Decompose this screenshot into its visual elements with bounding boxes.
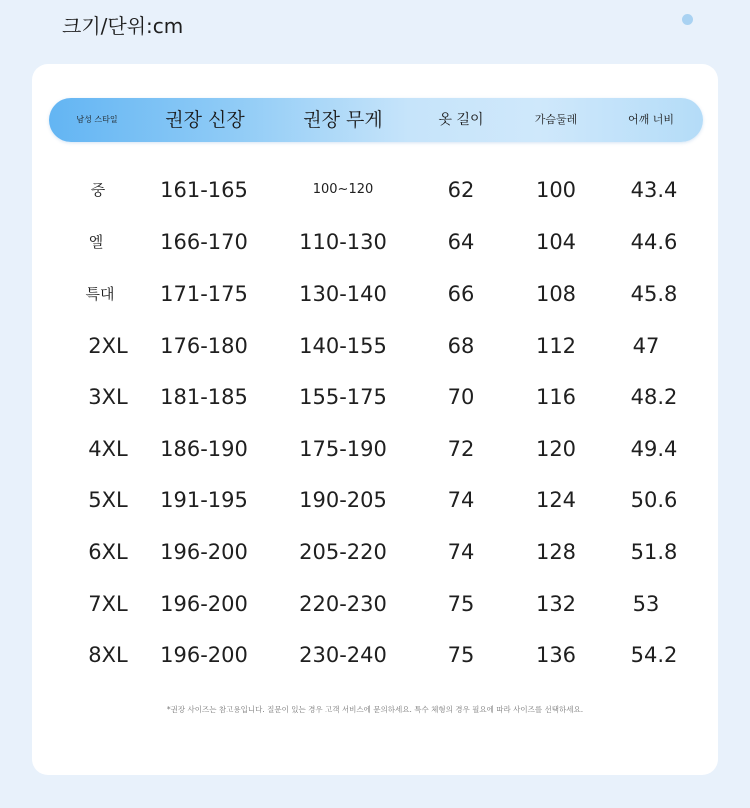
header-height: 권장 신장 (165, 109, 245, 131)
table-row (0, 589, 750, 619)
cell-weight: 100~120 (312, 182, 374, 197)
cell-length: 70 (447, 385, 475, 409)
cell-size: 엘 (88, 233, 104, 251)
cell-weight: 110-130 (299, 230, 387, 254)
cell-shoulder: 51.8 (630, 540, 678, 564)
cell-size: 특대 (85, 285, 115, 303)
table-row (0, 227, 750, 257)
footnote: *권장 사이즈는 참고용입니다. 질문이 있는 경우 고객 서비스에 문의하세요. 특수 체형의 경우 필요에 따라 사이즈를 선택하세요. (166, 705, 584, 714)
cell-shoulder: 53 (632, 592, 660, 616)
cell-shoulder: 49.4 (630, 437, 678, 461)
cell-size: 3XL (88, 385, 128, 409)
cell-length: 62 (447, 178, 475, 202)
decorative-dot (682, 14, 693, 25)
cell-weight: 155-175 (299, 385, 387, 409)
cell-size: 7XL (88, 592, 128, 616)
cell-length: 66 (447, 282, 475, 306)
cell-size: 6XL (88, 540, 128, 564)
cell-chest: 104 (535, 230, 577, 254)
cell-weight: 220-230 (299, 592, 387, 616)
cell-weight: 175-190 (299, 437, 387, 461)
cell-shoulder: 54.2 (630, 643, 678, 667)
cell-weight: 205-220 (299, 540, 387, 564)
cell-length: 75 (447, 592, 475, 616)
cell-height: 196-200 (160, 540, 248, 564)
cell-shoulder: 50.6 (630, 488, 678, 512)
table-row (0, 640, 750, 670)
cell-shoulder: 48.2 (630, 385, 678, 409)
cell-length: 64 (447, 230, 475, 254)
cell-chest: 108 (535, 282, 577, 306)
cell-chest: 136 (535, 643, 577, 667)
header-chest: 가슴둘레 (534, 113, 578, 126)
cell-chest: 132 (535, 592, 577, 616)
cell-size: 중 (90, 181, 106, 199)
cell-size: 2XL (88, 334, 128, 358)
table-row (0, 279, 750, 309)
cell-chest: 120 (535, 437, 577, 461)
table-row (0, 537, 750, 567)
table-row (0, 175, 750, 205)
unit-title: 크기/단위:cm (62, 14, 184, 38)
cell-size: 8XL (88, 643, 128, 667)
header-weight: 권장 무게 (303, 109, 383, 131)
cell-shoulder: 43.4 (630, 178, 678, 202)
cell-height: 166-170 (160, 230, 248, 254)
cell-height: 186-190 (160, 437, 248, 461)
cell-height: 176-180 (160, 334, 248, 358)
cell-length: 68 (447, 334, 475, 358)
header-shoulder: 어깨 너비 (627, 113, 675, 126)
cell-chest: 128 (535, 540, 577, 564)
cell-height: 171-175 (160, 282, 248, 306)
cell-height: 196-200 (160, 643, 248, 667)
cell-height: 161-165 (160, 178, 248, 202)
cell-height: 181-185 (160, 385, 248, 409)
table-row (0, 382, 750, 412)
table-row (0, 331, 750, 361)
cell-chest: 116 (535, 385, 577, 409)
cell-chest: 112 (535, 334, 577, 358)
cell-size: 4XL (88, 437, 128, 461)
cell-length: 72 (447, 437, 475, 461)
cell-size: 5XL (88, 488, 128, 512)
cell-chest: 100 (535, 178, 577, 202)
header-length: 옷 길이 (438, 112, 484, 128)
header-style: 남성 스타일 (76, 115, 118, 124)
table-row (0, 434, 750, 464)
cell-length: 74 (447, 488, 475, 512)
cell-weight: 140-155 (299, 334, 387, 358)
cell-length: 74 (447, 540, 475, 564)
cell-shoulder: 44.6 (630, 230, 678, 254)
table-row (0, 485, 750, 515)
cell-height: 196-200 (160, 592, 248, 616)
cell-weight: 230-240 (299, 643, 387, 667)
cell-chest: 124 (535, 488, 577, 512)
cell-shoulder: 47 (632, 334, 660, 358)
cell-weight: 130-140 (299, 282, 387, 306)
cell-weight: 190-205 (299, 488, 387, 512)
cell-shoulder: 45.8 (630, 282, 678, 306)
cell-height: 191-195 (160, 488, 248, 512)
cell-length: 75 (447, 643, 475, 667)
